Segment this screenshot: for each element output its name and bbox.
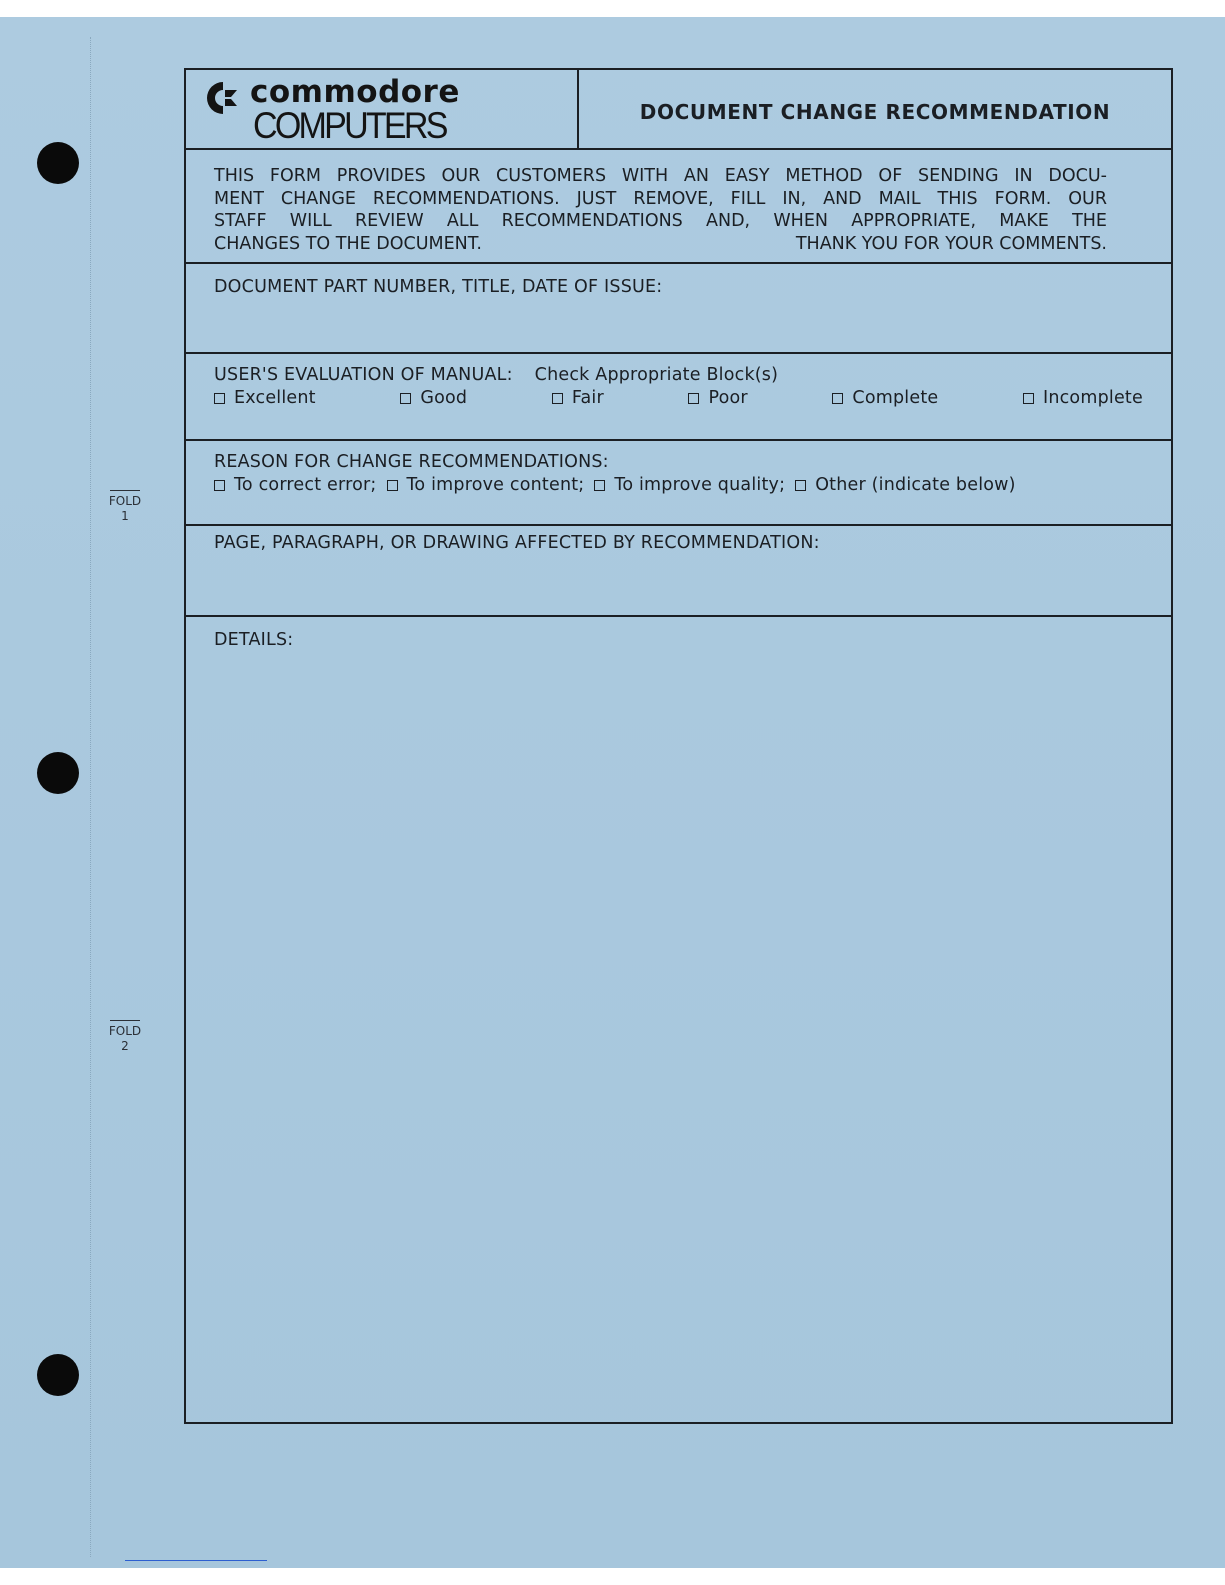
fold-marker-1 (100, 490, 150, 524)
company-logo (186, 70, 579, 148)
intro-line: MENT CHANGE RECOMMENDATIONS. JUST REMOVE, FILL IN, AND MAIL THIS FORM. OUR (214, 188, 1107, 209)
checkbox-fair[interactable] (552, 387, 604, 409)
affected-area-label: PAGE, PARAGRAPH, OR DRAWING AFFECTED BY RECOMMENDATION: (214, 533, 820, 553)
intro-line: THIS FORM PROVIDES OUR CUSTOMERS WITH AN EASY METHOD OF SENDING IN DOCU- (214, 166, 1107, 186)
intro-last-line (214, 233, 1107, 256)
fold-marker-2 (100, 1020, 150, 1054)
fold-number: 1 (121, 509, 129, 523)
option-label: To improve quality; (614, 475, 786, 495)
option-label: To correct error; (234, 475, 377, 495)
brand-name: commodore (250, 74, 460, 110)
checkbox-icon[interactable] (387, 480, 398, 491)
checkbox-icon[interactable] (214, 393, 225, 404)
document-number-label: DOCUMENT PART NUMBER, TITLE, DATE OF ISSUE: (214, 277, 663, 297)
checkbox-excellent[interactable] (214, 387, 316, 409)
evaluation-options (214, 387, 1143, 409)
fold-number: 2 (121, 1039, 129, 1053)
checkbox-other[interactable] (795, 474, 1016, 496)
evaluation-label: USER'S EVALUATION OF MANUAL: (214, 365, 513, 385)
option-label: Complete (852, 388, 939, 408)
brand-subtitle: COMPUTERS (253, 105, 446, 146)
option-label: Excellent (234, 388, 316, 408)
checkbox-improve-content[interactable] (387, 474, 585, 496)
checkbox-icon[interactable] (214, 480, 225, 491)
checkbox-icon[interactable] (795, 480, 806, 491)
checkbox-incomplete[interactable] (1023, 387, 1143, 409)
checkbox-correct-error[interactable] (214, 474, 377, 496)
checkbox-icon[interactable] (594, 480, 605, 491)
checkbox-complete[interactable] (832, 387, 938, 409)
commodore-logo-icon (203, 78, 243, 118)
option-label: Poor (708, 388, 748, 408)
option-label: Other (indicate below) (815, 475, 1016, 495)
option-label: Fair (571, 388, 604, 408)
option-label: Incomplete (1042, 388, 1143, 408)
punch-hole-middle (37, 752, 79, 794)
checkbox-icon[interactable] (552, 393, 563, 404)
reason-label: REASON FOR CHANGE RECOMMENDATIONS: (214, 452, 609, 472)
scan-artifact-line (125, 1560, 267, 1561)
checkbox-good[interactable] (400, 387, 467, 409)
intro-thanks: THANK YOU FOR YOUR COMMENTS. (795, 233, 1107, 254)
intro-last-left: CHANGES TO THE DOCUMENT. (214, 233, 482, 254)
evaluation-instruction: Check Appropriate Block(s) (534, 365, 779, 385)
affected-area-field[interactable] (186, 526, 1171, 617)
checkbox-icon[interactable] (688, 393, 699, 404)
form-header (186, 70, 1171, 150)
punch-hole-bottom (37, 1354, 79, 1396)
checkbox-icon[interactable] (400, 393, 411, 404)
checkbox-icon[interactable] (832, 393, 843, 404)
fold-label: FOLD (108, 1024, 142, 1038)
details-field[interactable] (186, 617, 1171, 1422)
evaluation-header (214, 364, 1143, 386)
change-recommendation-form (184, 68, 1173, 1424)
checkbox-improve-quality[interactable] (594, 474, 785, 496)
intro-section (186, 150, 1171, 264)
perforation-line (90, 37, 91, 1557)
document-number-field[interactable] (186, 264, 1171, 354)
details-label: DETAILS: (214, 630, 294, 650)
checkbox-icon[interactable] (1023, 393, 1034, 404)
option-label: Good (420, 388, 468, 408)
reason-section (186, 441, 1171, 526)
checkbox-poor[interactable] (688, 387, 747, 409)
punch-hole-top (37, 142, 79, 184)
fold-label: FOLD (108, 494, 142, 508)
evaluation-section (186, 354, 1171, 441)
option-label: To improve content; (406, 475, 585, 495)
reason-options (214, 474, 1143, 496)
form-title: DOCUMENT CHANGE RECOMMENDATION (639, 100, 1111, 124)
intro-line: STAFF WILL REVIEW ALL RECOMMENDATIONS AND, WHEN APPROPRIATE, MAKE THE (214, 211, 1107, 231)
